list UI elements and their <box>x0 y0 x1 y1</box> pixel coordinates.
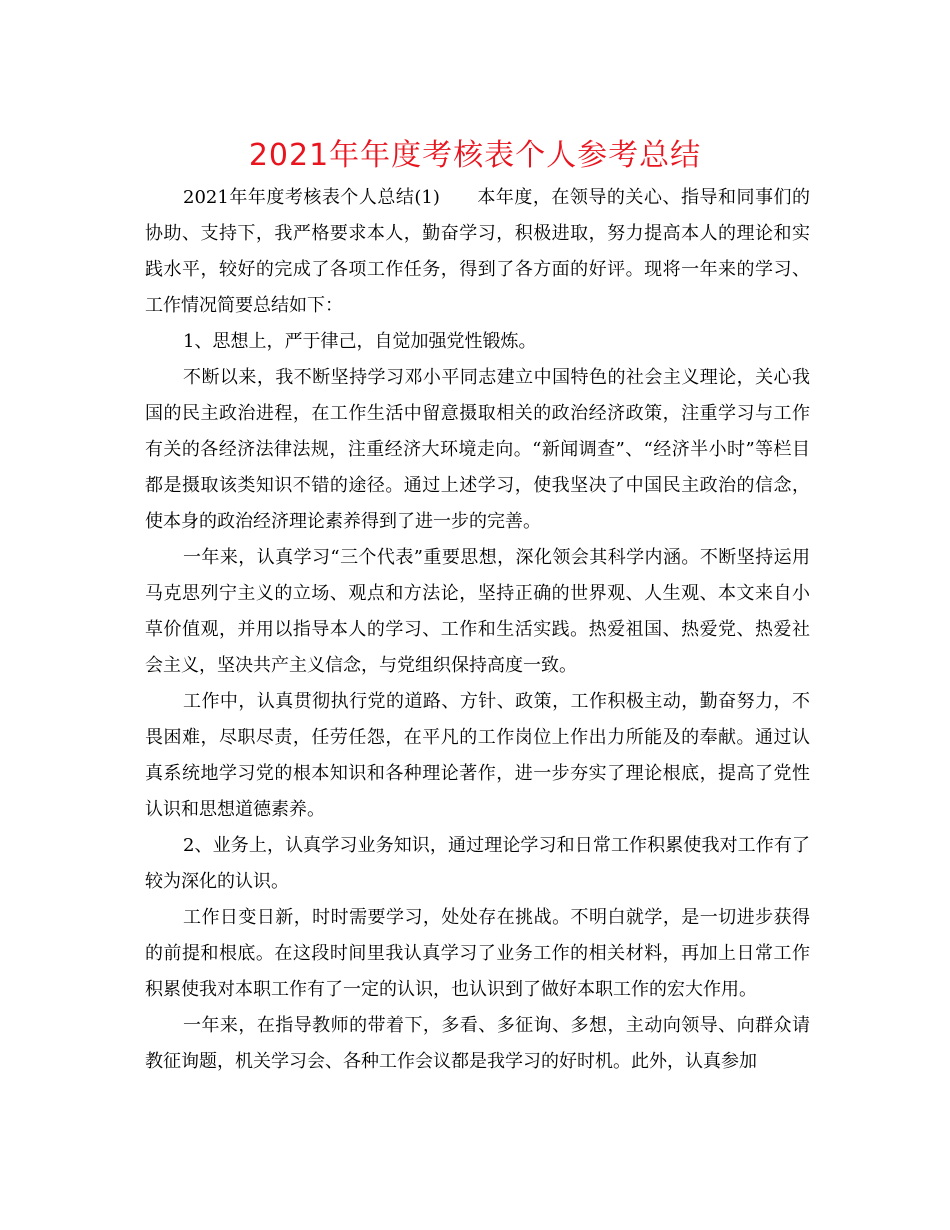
paragraph-guidance: 一年来，在指导教师的带着下，多看、多征询、多想，主动向领导、向群众请教征询题，机关学习会、各种工作会议都是我学习的好时机。此外，认真参加 <box>145 1015 810 1072</box>
paragraph-section-1-heading: 1、思想上，严于律己，自觉加强党性锻炼。 <box>183 331 537 352</box>
paragraph-three-represents: 一年来，认真学习“三个代表”重要思想，深化领会其科学内涵。不断坚持运用马克思列宁主义的立场、观点和方法论，坚持正确的世界观、人生观、本文来自小草价值观，并用以指导本人的学习、工作和生活实践。热爱祖国、热爱党、热爱社会主义，坚决共产主义信念，与党组织保持高度一致。 <box>145 547 810 676</box>
paragraph-work-attitude: 工作中，认真贯彻执行党的道路、方针、政策，工作积极主动，勤奋努力，不畏困难，尽职尽责，任劳任怨，在平凡的工作岗位上作出力所能及的奉献。通过认真系统地学习党的根本知识和各种理论著作，进一步夯实了理论根底，提高了党性认识和思想道德素养。 <box>145 691 810 820</box>
document-title: 2021年年度考核表个人参考总结 <box>248 138 702 173</box>
paragraph-daily-learning: 工作日变日新，时时需要学习，处处存在挑战。不明白就学，是一切进步获得的前提和根底。在这段时间里我认真学习了业务工作的相关材料，再加上日常工作积累使我对本职工作有了一定的认识，也认识到了做好本职工作的宏大作用。 <box>145 907 810 1000</box>
paragraph-intro: 2021年年度考核表个人总结(1) 本年度，在领导的关心、指导和同事们的协助、支持下，我严格要求本人，勤奋学习，积极进取，努力提高本人的理论和实践水平，较好的完成了各项工作任务，得到了各方面的好评。现将一年来的学习、工作情况简要总结如下： <box>145 187 810 316</box>
paragraph-section-2-heading: 2、业务上，认真学习业务知识，通过理论学习和日常工作积累使我对工作有了较为深化的认识。 <box>145 835 810 892</box>
paragraph-political-study: 不断以来，我不断坚持学习邓小平同志建立中国特色的社会主义理论，关心我国的民主政治进程，在工作生活中留意摄取相关的政治经济政策，注重学习与工作有关的各经济法律法规，注重经济大环境走向。“新闻调查”、“经济半小时”等栏目都是摄取该类知识不错的途径。通过上述学习，使我坚决了中国民主政治的信念，使本身的政治经济理论素养得到了进一步的完善。 <box>145 367 810 532</box>
document-body <box>145 180 810 1080</box>
